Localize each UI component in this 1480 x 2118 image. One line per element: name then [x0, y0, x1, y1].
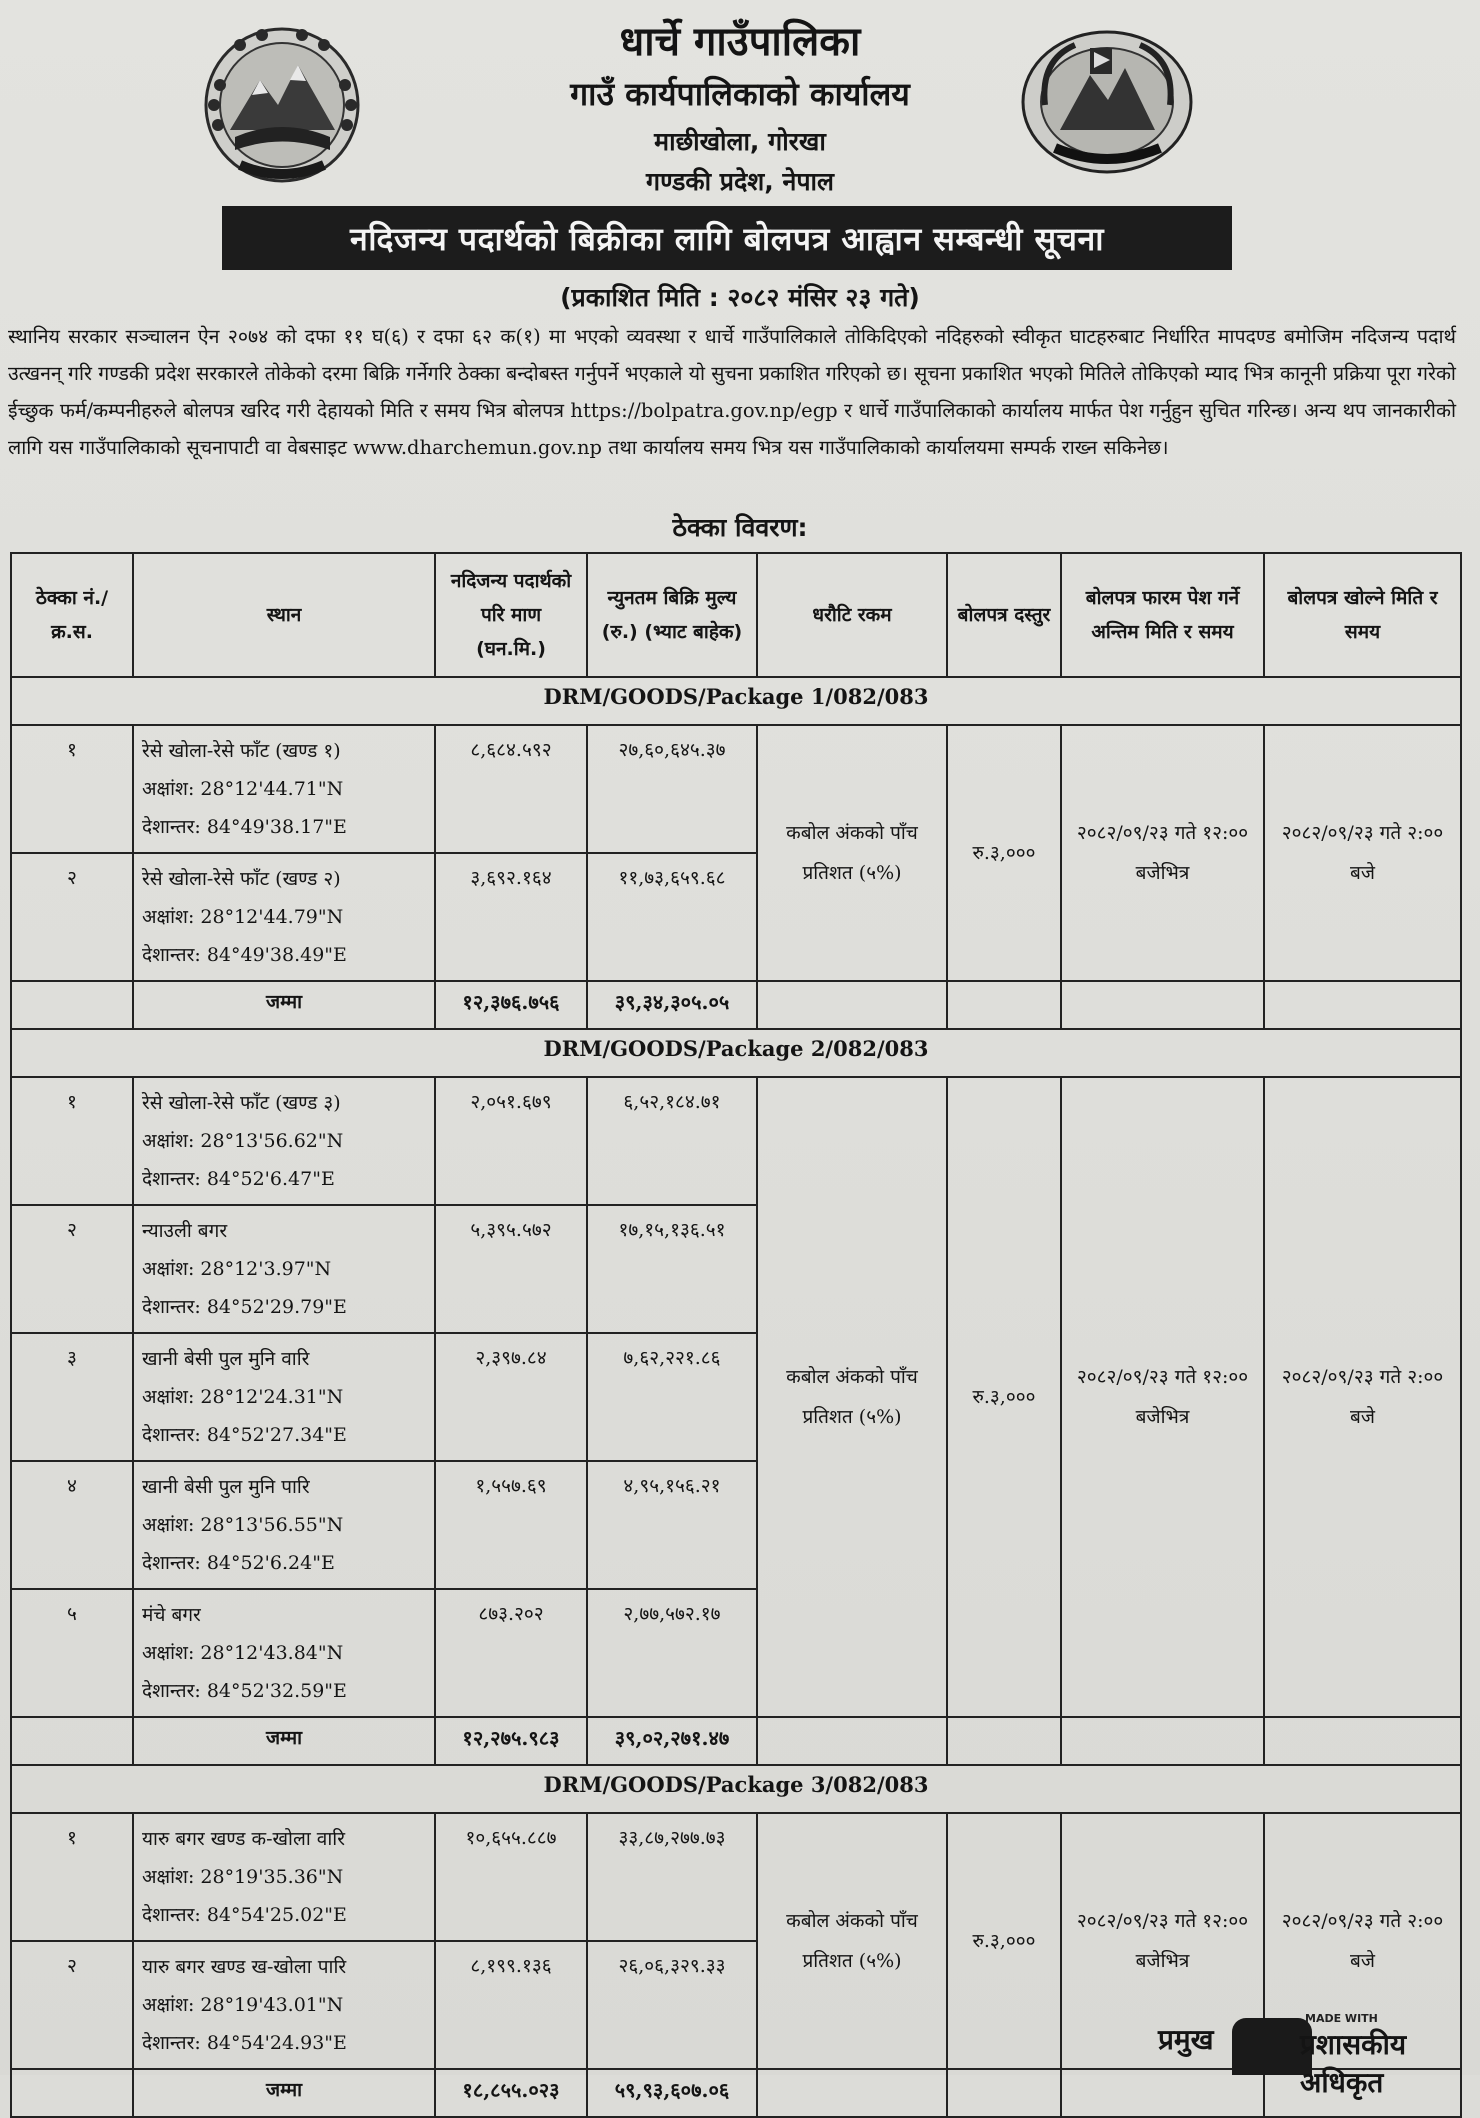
row-min-price: ३३,८७,२७७.७३: [587, 1813, 757, 1941]
total-row: [11, 2069, 1461, 2117]
package-deadline: २०८२/०९/२३ गते १२:०० बजेभित्र: [1061, 1813, 1264, 2069]
total-quantity: १२,२७५.९८३: [435, 1717, 587, 1765]
package-fee: रु.३,०००: [947, 1077, 1061, 1717]
total-label: जम्मा: [133, 981, 435, 1029]
row-sn: २: [11, 1941, 133, 2069]
package-code: DRM/GOODS/Package 3/082/083: [11, 1765, 1461, 1813]
row-location: [133, 1461, 435, 1589]
header-opening: बोलपत्र खोल्ने मिति र समय: [1264, 553, 1461, 677]
location-lon: देशान्तर: 84°52'32.59"E: [142, 1680, 347, 1702]
row-min-price: २६,०६,३२९.३३: [587, 1941, 757, 2069]
header-location: स्थान: [133, 553, 435, 677]
location-lat: अक्षांश: 28°12'43.84"N: [142, 1642, 344, 1664]
row-sn: १: [11, 1077, 133, 1205]
row-location: [133, 1333, 435, 1461]
location-lon: देशान्तर: 84°54'25.02"E: [142, 1904, 347, 1926]
row-sn: ४: [11, 1461, 133, 1589]
location-site: रेसे खोला-रेसे फाँट (खण्ड ३): [142, 1092, 341, 1114]
row-location: [133, 1205, 435, 1333]
row-sn: १: [11, 725, 133, 853]
location-lat: अक्षांश: 28°19'35.36"N: [142, 1866, 344, 1888]
location-lat: अक्षांश: 28°13'56.55"N: [142, 1514, 344, 1536]
total-blank: [757, 981, 947, 1029]
header-min-price: न्युनतम बिक्रि मुल्य (रु.) (भ्याट बाहेक): [587, 553, 757, 677]
total-quantity: १८,८५५.०२३: [435, 2069, 587, 2117]
total-row: [11, 981, 1461, 1029]
package-deposit: कबोल अंकको पाँच प्रतिशत (५%): [757, 1077, 947, 1717]
location-lat: अक्षांश: 28°12'24.31"N: [142, 1386, 344, 1408]
total-label: जम्मा: [133, 1717, 435, 1765]
table-row: [11, 725, 1461, 853]
row-location: [133, 1589, 435, 1717]
total-blank: [947, 981, 1061, 1029]
location-site: रेसे खोला-रेसे फाँट (खण्ड २): [142, 868, 341, 890]
total-min-price: ५९,९३,६०७.०६: [587, 2069, 757, 2117]
row-min-price: २७,६०,६४५.३७: [587, 725, 757, 853]
total-blank: [1264, 981, 1461, 1029]
total-blank: [11, 1717, 133, 1765]
row-quantity: १०,६५५.८८७: [435, 1813, 587, 1941]
row-quantity: २,३९७.८४: [435, 1333, 587, 1461]
package-row: [11, 1765, 1461, 1813]
row-location: [133, 1941, 435, 2069]
row-min-price: ११,७३,६५९.६८: [587, 853, 757, 981]
total-blank: [757, 2069, 947, 2117]
total-blank: [947, 1717, 1061, 1765]
total-blank: [1061, 981, 1264, 1029]
package-row: [11, 1029, 1461, 1077]
row-location: [133, 853, 435, 981]
package-opening: २०८२/०९/२३ गते २:०० बजे: [1264, 725, 1461, 981]
badge-text: MADE WITH: [1305, 2012, 1378, 2025]
header-quantity: नदिजन्य पदार्थको परि माण (घन.मि.): [435, 553, 587, 677]
row-min-price: ७,६२,२२१.८६: [587, 1333, 757, 1461]
row-quantity: ८,१९९.१३६: [435, 1941, 587, 2069]
row-quantity: १,५५७.६९: [435, 1461, 587, 1589]
location-lon: देशान्तर: 84°54'24.93"E: [142, 2032, 347, 2054]
row-sn: २: [11, 1205, 133, 1333]
header-deposit: धरौटि रकम: [757, 553, 947, 677]
package-fee: रु.३,०००: [947, 725, 1061, 981]
package-deadline: २०८२/०९/२३ गते १२:०० बजेभित्र: [1061, 725, 1264, 981]
location-site: खानी बेसी पुल मुनि वारि: [142, 1348, 310, 1370]
header-deadline: बोलपत्र फारम पेश गर्ने अन्तिम मिति र समय: [1061, 553, 1264, 677]
total-blank: [1061, 1717, 1264, 1765]
row-quantity: ५,३९५.५७२: [435, 1205, 587, 1333]
table-header-row: [11, 553, 1461, 677]
location-lon: देशान्तर: 84°52'27.34"E: [142, 1424, 347, 1446]
package-row: [11, 677, 1461, 725]
total-blank: [757, 1717, 947, 1765]
total-min-price: ३९,३४,३०५.०५: [587, 981, 757, 1029]
package-deadline: २०८२/०९/२३ गते १२:०० बजेभित्र: [1061, 1077, 1264, 1717]
table-row: [11, 1813, 1461, 1941]
total-label: जम्मा: [133, 2069, 435, 2117]
total-blank: [11, 2069, 133, 2117]
notice-title: नदिजन्य पदार्थको बिक्रीका लागि बोलपत्र आह्वान सम्बन्धी सूचना: [222, 206, 1232, 270]
package-deposit: कबोल अंकको पाँच प्रतिशत (५%): [757, 725, 947, 981]
row-location: [133, 1077, 435, 1205]
package-opening: २०८२/०९/२३ गते २:०० बजे: [1264, 1813, 1461, 2069]
row-quantity: ८,६८४.५९२: [435, 725, 587, 853]
org-name: धार्चे गाउँपालिका: [619, 19, 861, 65]
header-sn: ठेक्का नं./ क्र.स.: [11, 553, 133, 677]
office-name: गाउँ कार्यपालिकाको कार्यालय: [570, 75, 910, 113]
location-lat: अक्षांश: 28°19'43.01"N: [142, 1994, 344, 2016]
package-code: DRM/GOODS/Package 1/082/083: [11, 677, 1461, 725]
row-sn: ३: [11, 1333, 133, 1461]
location-lat: अक्षांश: 28°12'44.79"N: [142, 906, 344, 928]
location-lon: देशान्तर: 84°49'38.17"E: [142, 816, 347, 838]
row-min-price: ६,५२,१८४.७१: [587, 1077, 757, 1205]
row-location: [133, 725, 435, 853]
location-site: यारु बगर खण्ड क-खोला वारि: [142, 1828, 345, 1850]
location-site: न्याउली बगर: [142, 1220, 228, 1242]
notice-body: स्थानिय सरकार सञ्चालन ऐन २०७४ को दफा ११ घ(६) र दफा ६२ क(१) मा भएको व्यवस्था र धार्चे गाउँपालिकाले तोकिदिएको नदिहरुको स्वीकृत घाटहरुबाट निर्धारित मापदण्ड बमोजिम नदिजन्य पदार्थ उत्खनन् गरि गण्डकी प्रदेश सरकारले तोकेको दरमा बिक्रि गर्नेगरि ठेक्का बन्दोबस्त गर्नुपर्ने भएकाले यो सुचना प्रकाशित गरिएको छ। सूचना प्रकाशित भएको मितिले तोकिएको म्याद भित्र कानूनी प्रक्रिया पूरा गरेको ईच्छुक फर्म/कम्पनीहरुले बोलपत्र खरिद गरी देहायको मिति र समय भित्र बोलपत्र https://bolpatra.gov.np/egp र धार्चे गाउँपालिकाको कार्यालय मार्फत पेश गर्नुहुन सुचित गरिन्छ। अन्य थप जानकारीको लागि यस गाउँपालिकाको सूचनापाटी वा वेबसाइट www.dharchemun.gov.np तथा कार्यालय समय भित्र यस गाउँपालिकाको कार्यालयमा सम्पर्क राख्न सकिनेछ।: [8, 325, 1456, 459]
location-site: खानी बेसी पुल मुनि पारि: [142, 1476, 310, 1498]
location-lon: देशान्तर: 84°52'29.79"E: [142, 1296, 347, 1318]
location-lon: देशान्तर: 84°52'6.24"E: [142, 1552, 335, 1574]
location-site: मंचे बगर: [142, 1604, 201, 1626]
package-code: DRM/GOODS/Package 2/082/083: [11, 1029, 1461, 1077]
total-blank: [1264, 1717, 1461, 1765]
location-lon: देशान्तर: 84°49'38.49"E: [142, 944, 347, 966]
row-min-price: २,७७,५७२.१७: [587, 1589, 757, 1717]
publish-date: (प्रकाशित मिति : २०८२ मंसिर २३ गते): [560, 283, 920, 312]
signature-title-end: प्रशासकीय अधिकृत: [1300, 2028, 1407, 2099]
total-row: [11, 1717, 1461, 1765]
total-quantity: १२,३७६.७५६: [435, 981, 587, 1029]
total-blank: [11, 981, 133, 1029]
row-quantity: २,०५१.६७९: [435, 1077, 587, 1205]
row-min-price: ४,९५,१५६.२१: [587, 1461, 757, 1589]
package-fee: रु.३,०००: [947, 1813, 1061, 2069]
row-sn: ५: [11, 1589, 133, 1717]
package-opening: २०८२/०९/२३ गते २:०० बजे: [1264, 1077, 1461, 1717]
location-lat: अक्षांश: 28°12'44.71"N: [142, 778, 344, 800]
row-location: [133, 1813, 435, 1941]
total-blank: [1061, 2069, 1264, 2117]
total-min-price: ३९,०२,२७१.४७: [587, 1717, 757, 1765]
row-sn: २: [11, 853, 133, 981]
row-quantity: ८७३.२०२: [435, 1589, 587, 1717]
location-lon: देशान्तर: 84°52'6.47"E: [142, 1168, 335, 1190]
location-site: यारु बगर खण्ड ख-खोला पारि: [142, 1956, 347, 1978]
location-lat: अक्षांश: 28°12'3.97"N: [142, 1258, 332, 1280]
row-quantity: ३,६९२.१६४: [435, 853, 587, 981]
signature-title-start: प्रमुख: [1158, 2023, 1214, 2056]
province: गण्डकी प्रदेश, नेपाल: [646, 167, 834, 196]
location-lat: अक्षांश: 28°13'56.62"N: [142, 1130, 344, 1152]
table-row: [11, 1077, 1461, 1205]
package-deposit: कबोल अंकको पाँच प्रतिशत (५%): [757, 1813, 947, 2069]
office-address: माछीखोला, गोरखा: [654, 127, 826, 156]
tender-table: [10, 552, 1462, 2118]
location-site: रेसे खोला-रेसे फाँट (खण्ड १): [142, 740, 341, 762]
section-title: ठेक्का विवरण:: [672, 513, 808, 542]
total-blank: [947, 2069, 1061, 2117]
tender-body: [11, 677, 1461, 2117]
row-min-price: १७,१५,१३६.५१: [587, 1205, 757, 1333]
header-fee: बोलपत्र दस्तुर: [947, 553, 1061, 677]
row-sn: १: [11, 1813, 133, 1941]
